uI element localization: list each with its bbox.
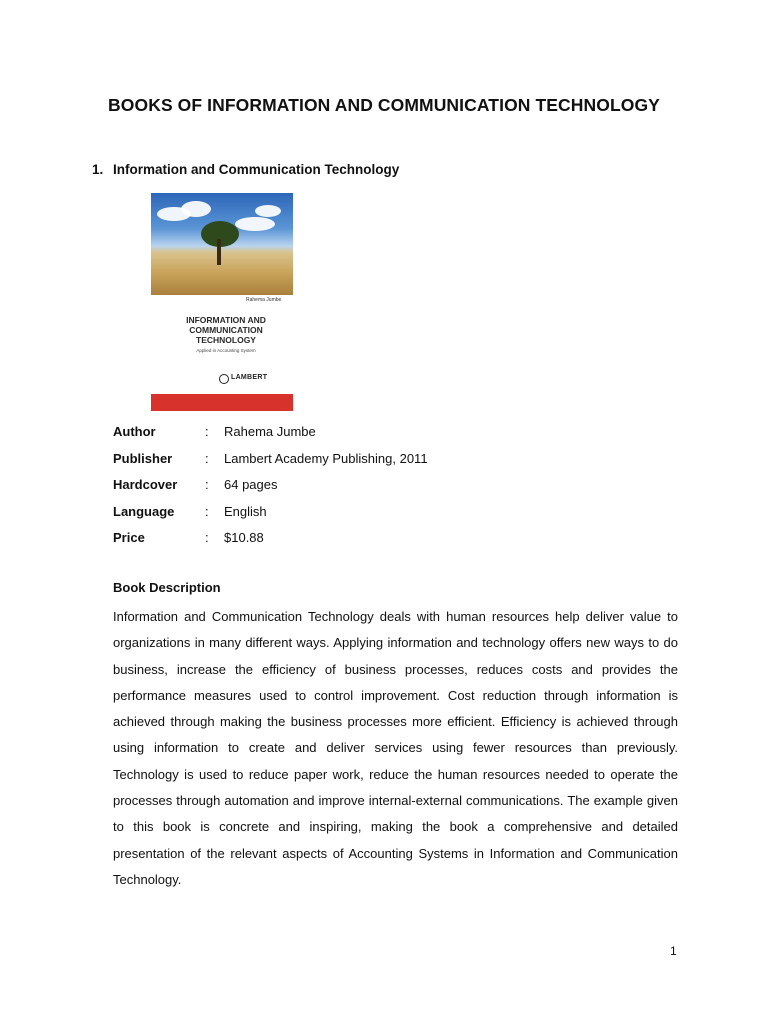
detail-value: Lambert Academy Publishing, 2011 [224, 450, 428, 466]
cover-author: Rahema Jumbe [246, 297, 282, 303]
document-title: BOOKS OF INFORMATION AND COMMUNICATION TECHNOLOGY [108, 95, 660, 115]
detail-value: Rahema Jumbe [224, 424, 316, 439]
detail-separator: : [205, 530, 209, 545]
detail-separator: : [205, 450, 209, 466]
cover-photo-tree-field [151, 193, 293, 295]
book-heading-text: Information and Communication Technology [113, 162, 400, 177]
cover-publisher-logo: LAMBERT [231, 374, 268, 381]
cover-title [171, 315, 281, 345]
cover-title-line: TECHNOLOGY [196, 335, 256, 345]
publisher-logo-icon [219, 374, 229, 384]
cover-subtitle: Applied in Accounting System [196, 348, 256, 353]
cloud-shape [181, 201, 211, 217]
detail-value: 64 pages [224, 477, 278, 492]
description-body: Information and Communication Technology deals with human resources help deliver value to organizations in many different ways. Applying information and technology offers new ways to do business, increase the efficiency of business processes, reduces costs and provides the performance measures used to control improvement. Cost reduction through information is achieved through making the business processes more efficient. Efficiency is achieved through using information to create and deliver services using fewer resources than previously. Technology is used to reduce paper work, reduce the human resources needed to operate the processes through automation and improve internal-external communications. The example given to this book is concrete and inspiring, making the book a comprehensive and detailed presentation of the relevant aspects of Accounting Systems in Information and Communication Technology. [113, 609, 678, 887]
detail-separator: : [205, 503, 209, 519]
detail-label: Language [113, 503, 175, 519]
cloud-shape [235, 217, 275, 231]
detail-separator: : [205, 424, 209, 439]
cloud-shape [255, 205, 281, 217]
detail-label: Author [113, 424, 156, 439]
detail-label: Publisher [113, 450, 173, 466]
detail-separator: : [205, 477, 209, 492]
cover-title-line: COMMUNICATION [189, 325, 263, 335]
detail-label: Price [113, 530, 145, 545]
detail-label: Hardcover [113, 477, 178, 492]
description-heading: Book Description [113, 580, 221, 595]
cover-red-band [151, 394, 293, 411]
detail-value: $10.88 [224, 530, 264, 545]
book-heading [92, 162, 399, 177]
tree-trunk [217, 239, 221, 265]
book-number: 1. [92, 162, 104, 177]
detail-value: English [224, 503, 267, 519]
cover-title-line: INFORMATION AND [186, 315, 266, 325]
page-number: 1 [670, 944, 677, 958]
book-cover-image [151, 193, 293, 411]
